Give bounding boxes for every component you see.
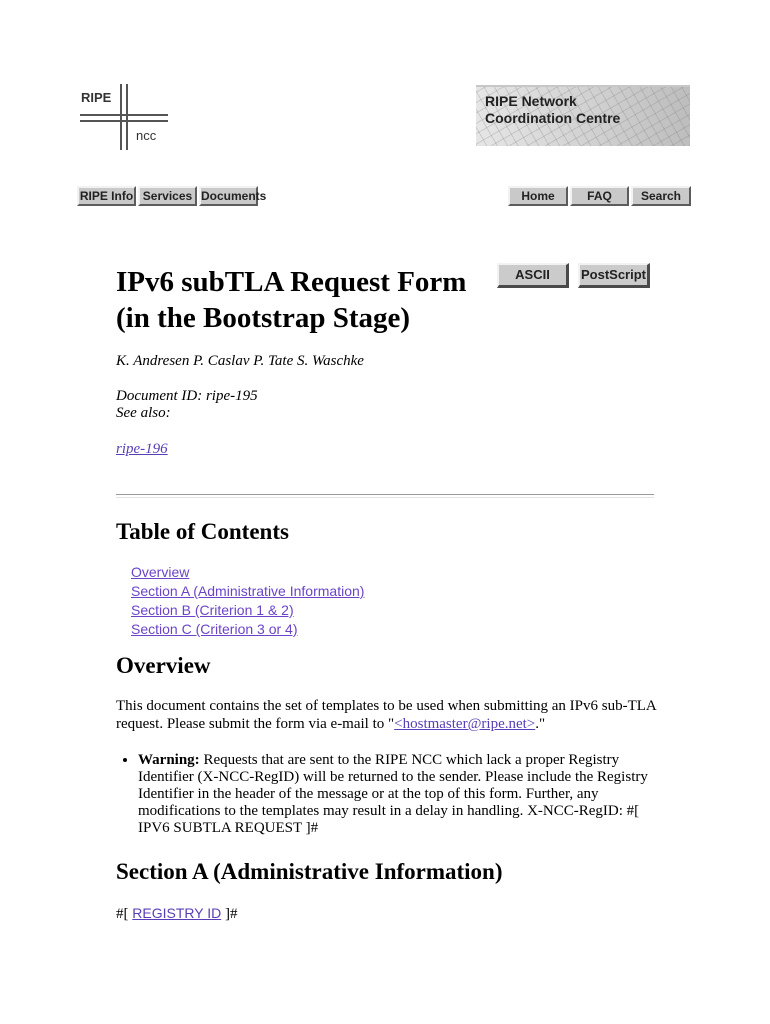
nav-documents-button[interactable]: Documents [199,186,258,206]
toc-link-section-c[interactable]: Section C (Criterion 3 or 4) [131,621,298,637]
toc-heading: Table of Contents [116,519,289,544]
warning-list [116,752,673,837]
registry-prefix: #[ [116,906,133,922]
warning-item [138,752,673,837]
nav-ripe-info-button[interactable]: RIPE Info [77,186,136,206]
nav-faq-button[interactable]: FAQ [570,186,629,206]
section-a-heading: Section A (Administrative Information) [116,859,503,884]
postscript-button[interactable]: PostScript [578,263,650,288]
toc-list [131,563,364,639]
warning-text: Requests that are sent to the RIPE NCC which lack a proper Registry Identifier (X-NCC-RegID) will be returned to the sender. Please include the Registry Identifier in the header of the message or at the top of this form. Further, any modifications to the templates may result in a delay in handling. X-NCC-RegID: #[ IPV6 SUBTLA REQUEST ]# [138,752,648,836]
overview-text: This document contains the set of templates to be used when submitting an IPv6 sub-TLA request. Please submit the form via e-mail to " [116,698,656,732]
logo-vline-1 [120,84,122,150]
logo-hline-2 [80,120,168,122]
warning-label: Warning: [138,752,200,768]
banner-line-2: Coordination Centre [485,110,621,126]
toc-link-section-b[interactable]: Section B (Criterion 1 & 2) [131,602,294,618]
see-also-label: See also: [116,405,171,421]
registry-suffix: ]# [221,906,238,922]
ascii-button[interactable]: ASCII [497,263,569,288]
logo-hline-1 [80,114,168,116]
overview-text-end: ." [535,716,546,732]
logo-ripe-text: RIPE [81,90,112,105]
registry-id-link[interactable]: REGISTRY ID [132,905,222,921]
nav-search-button[interactable]: Search [631,186,691,206]
authors: K. Andresen P. Caslav P. Tate S. Waschke [116,353,364,369]
registry-id-line [116,904,661,923]
see-also-link[interactable]: ripe-196 [116,441,168,457]
logo-ncc-text: ncc [136,128,157,143]
overview-paragraph [116,697,661,733]
nav-home-button[interactable]: Home [508,186,568,206]
horizontal-rule [116,494,654,498]
title-line-2: (in the Bootstrap Stage) [116,302,411,334]
hostmaster-email-link[interactable]: <hostmaster@ripe.net> [394,716,536,732]
ripe-logo [80,84,170,154]
ncc-banner [476,85,690,146]
logo-vline-2 [126,84,128,150]
document-id: Document ID: ripe-195 [116,388,258,404]
overview-heading: Overview [116,653,211,678]
page-title [116,264,466,336]
banner-line-1: RIPE Network [485,93,577,109]
title-line-1: IPv6 subTLA Request Form [116,266,467,298]
nav-services-button[interactable]: Services [138,186,197,206]
toc-link-section-a[interactable]: Section A (Administrative Information) [131,583,365,599]
toc-link-overview[interactable]: Overview [131,564,190,580]
